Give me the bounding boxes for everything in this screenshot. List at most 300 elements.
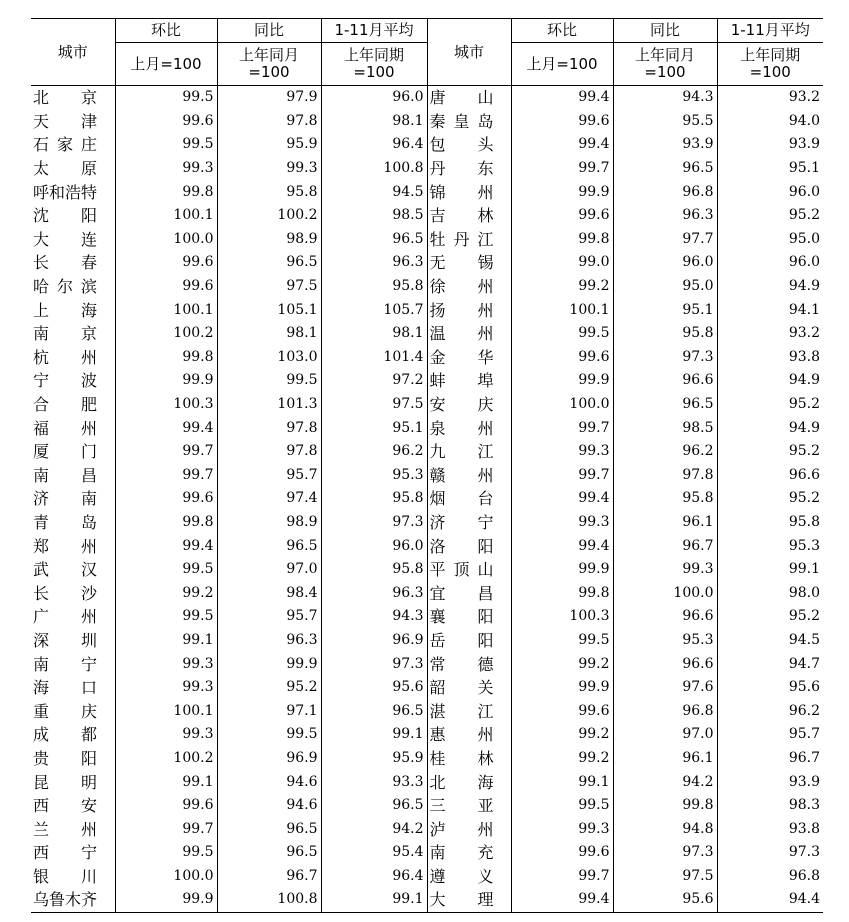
- mom-value-left: 99.5: [115, 841, 217, 865]
- yoy-value-left: 97.8: [217, 440, 321, 464]
- mom-value-left: 99.5: [115, 133, 217, 157]
- yoy-value-left: 96.7: [217, 865, 321, 889]
- city-name-text: 石 家 庄: [33, 135, 97, 155]
- city-name-left: [31, 204, 115, 228]
- yoy-value-left: 96.5: [217, 251, 321, 275]
- mom-value-left: 99.6: [115, 251, 217, 275]
- yoy-value-right: 97.5: [613, 865, 717, 889]
- yoy-value-right: 95.0: [613, 275, 717, 299]
- yoy-value-left: 97.0: [217, 558, 321, 582]
- table-row: [31, 416, 823, 440]
- yoy-value-right: 95.1: [613, 298, 717, 322]
- yoy-value-left: 99.3: [217, 157, 321, 181]
- mom-value-right: 99.8: [511, 228, 613, 252]
- table-body: [31, 86, 823, 913]
- yoy-value-left: 101.3: [217, 393, 321, 417]
- city-column-header-left: 城市: [31, 19, 115, 86]
- city-name-text: 长 沙: [33, 583, 97, 603]
- avg-value-right: 96.0: [717, 251, 823, 275]
- mom-value-left: 100.1: [115, 699, 217, 723]
- city-name-left: [31, 794, 115, 818]
- table-row: [31, 534, 823, 558]
- mom-value-left: 99.6: [115, 487, 217, 511]
- avg-value-left: 95.4: [321, 841, 427, 865]
- yoy-value-right: 96.0: [613, 251, 717, 275]
- city-name-text: 九 江: [429, 442, 494, 462]
- yoy-value-left: 94.6: [217, 794, 321, 818]
- mom-value-left: 99.4: [115, 416, 217, 440]
- avg-value-left: 96.5: [321, 794, 427, 818]
- table-row: [31, 322, 823, 346]
- mom-value-right: 99.6: [511, 699, 613, 723]
- city-name-left: [31, 180, 115, 204]
- city-name-text: 桂 林: [429, 748, 494, 768]
- yoy-value-right: 93.9: [613, 133, 717, 157]
- yoy-value-left: 98.1: [217, 322, 321, 346]
- city-name-text: 杭 州: [33, 347, 97, 367]
- yoy-value-left: 96.9: [217, 747, 321, 771]
- city-name-text: 遵 义: [429, 866, 494, 886]
- yoy-value-right: 95.6: [613, 888, 717, 912]
- city-name-text: 太 原: [33, 159, 97, 179]
- city-name-text: 合 肥: [33, 395, 97, 415]
- table-row: [31, 86, 823, 110]
- avg-value-left: 99.1: [321, 888, 427, 912]
- city-name-right: [427, 794, 511, 818]
- city-name-text: 金 华: [429, 347, 494, 367]
- city-name-text: 贵 阳: [33, 748, 97, 768]
- table-row: [31, 558, 823, 582]
- yoy-value-right: 97.3: [613, 841, 717, 865]
- avg-value-left: 96.4: [321, 133, 427, 157]
- yoy-value-right: 97.6: [613, 676, 717, 700]
- avg-value-right: 95.0: [717, 228, 823, 252]
- avg-value-right: 94.9: [717, 275, 823, 299]
- city-name-right: [427, 699, 511, 723]
- mom-value-left: 100.1: [115, 298, 217, 322]
- mom-value-left: 99.3: [115, 652, 217, 676]
- avg-value-left: 96.4: [321, 865, 427, 889]
- avg-value-left: 96.3: [321, 251, 427, 275]
- table-row: [31, 204, 823, 228]
- city-name-left: [31, 605, 115, 629]
- city-name-left: [31, 464, 115, 488]
- city-name-right: [427, 416, 511, 440]
- mom-value-left: 99.3: [115, 723, 217, 747]
- yoy-value-left: 99.5: [217, 369, 321, 393]
- city-name-left: [31, 629, 115, 653]
- avg-value-right: 96.6: [717, 464, 823, 488]
- mom-value-left: 99.8: [115, 180, 217, 204]
- mom-value-right: 99.4: [511, 86, 613, 110]
- mom-value-left: 100.3: [115, 393, 217, 417]
- table-row: [31, 747, 823, 771]
- mom-value-right: 99.9: [511, 676, 613, 700]
- city-name-right: [427, 464, 511, 488]
- avg-value-left: 95.1: [321, 416, 427, 440]
- mom-value-right: 99.3: [511, 440, 613, 464]
- mom-value-right: 99.7: [511, 416, 613, 440]
- table-row: [31, 699, 823, 723]
- city-name-text: 天 津: [33, 111, 97, 131]
- table-row: [31, 629, 823, 653]
- yoy-value-right: 99.8: [613, 794, 717, 818]
- city-name-text: 吉 林: [429, 206, 494, 226]
- table-row: [31, 581, 823, 605]
- yoy-value-right: 100.0: [613, 581, 717, 605]
- city-name-text: 长 春: [33, 253, 97, 273]
- yoy-value-left: 97.8: [217, 416, 321, 440]
- city-name-text: 湛 江: [429, 701, 494, 721]
- mom-value-left: 100.2: [115, 747, 217, 771]
- yoy-group-header-right: 同比: [613, 19, 717, 43]
- city-name-text: 常 德: [429, 654, 494, 674]
- mom-value-right: 100.3: [511, 605, 613, 629]
- city-name-text: 大 连: [33, 229, 97, 249]
- city-name-text: 济 南: [33, 489, 97, 509]
- yoy-value-right: 96.5: [613, 393, 717, 417]
- avg-value-left: 97.3: [321, 652, 427, 676]
- city-name-text: 三 亚: [429, 796, 494, 816]
- mom-value-left: 99.9: [115, 369, 217, 393]
- city-name-left: [31, 322, 115, 346]
- avg-value-right: 94.7: [717, 652, 823, 676]
- avg-value-left: 95.8: [321, 487, 427, 511]
- city-name-right: [427, 747, 511, 771]
- yoy-value-right: 96.6: [613, 369, 717, 393]
- avg-value-right: 96.2: [717, 699, 823, 723]
- yoy-value-right: 97.0: [613, 723, 717, 747]
- city-name-text: 上 海: [33, 300, 97, 320]
- avg-value-left: 93.3: [321, 770, 427, 794]
- city-name-left: [31, 110, 115, 134]
- city-price-index-table: [31, 18, 823, 913]
- yoy-value-right: 96.1: [613, 511, 717, 535]
- yoy-value-left: 95.2: [217, 676, 321, 700]
- avg-value-right: 95.1: [717, 157, 823, 181]
- yoy-value-right: 94.2: [613, 770, 717, 794]
- avg-value-left: 96.2: [321, 440, 427, 464]
- city-name-right: [427, 204, 511, 228]
- city-name-right: [427, 558, 511, 582]
- city-name-text: 兰 州: [33, 819, 97, 839]
- avg-value-right: 95.2: [717, 393, 823, 417]
- city-name-text: 青 岛: [33, 512, 97, 532]
- yoy-value-right: 94.8: [613, 817, 717, 841]
- yoy-value-left: 98.9: [217, 511, 321, 535]
- city-name-text: 洛 阳: [429, 536, 494, 556]
- mom-value-right: 99.2: [511, 275, 613, 299]
- mom-base-header-left: 上月=100: [115, 43, 217, 86]
- city-name-text: 烟 台: [429, 489, 494, 509]
- city-name-text: 惠 州: [429, 725, 494, 745]
- avg-value-right: 94.9: [717, 416, 823, 440]
- mom-value-left: 99.5: [115, 86, 217, 110]
- table-row: [31, 723, 823, 747]
- table-row: [31, 841, 823, 865]
- table-row: [31, 369, 823, 393]
- avg-value-left: 99.1: [321, 723, 427, 747]
- avg-value-left: 96.0: [321, 534, 427, 558]
- mom-group-header-right: 环比: [511, 19, 613, 43]
- mom-value-right: 99.2: [511, 723, 613, 747]
- avg-value-right: 93.8: [717, 817, 823, 841]
- city-name-text: 济 宁: [429, 512, 494, 532]
- mom-value-left: 99.6: [115, 275, 217, 299]
- avg-base-header-right: 上年同期 =100: [717, 43, 823, 86]
- city-name-left: [31, 699, 115, 723]
- city-name-left: [31, 888, 115, 912]
- city-name-text: 大 理: [429, 890, 494, 910]
- yoy-value-left: 95.9: [217, 133, 321, 157]
- yoy-value-left: 96.3: [217, 629, 321, 653]
- city-name-text: 重 庆: [33, 701, 97, 721]
- mom-value-right: 100.1: [511, 298, 613, 322]
- city-name-text: 无 锡: [429, 253, 494, 273]
- yoy-value-right: 97.7: [613, 228, 717, 252]
- city-name-text: 成 都: [33, 725, 97, 745]
- city-name-text: 海 口: [33, 678, 97, 698]
- avg-value-right: 95.3: [717, 534, 823, 558]
- city-name-left: [31, 841, 115, 865]
- yoy-value-right: 95.8: [613, 487, 717, 511]
- avg-value-left: 97.5: [321, 393, 427, 417]
- yoy-value-right: 96.7: [613, 534, 717, 558]
- avg-value-left: 95.9: [321, 747, 427, 771]
- avg-value-right: 98.3: [717, 794, 823, 818]
- avg-value-left: 94.2: [321, 817, 427, 841]
- city-name-text: 南 宁: [33, 654, 97, 674]
- mom-value-right: 99.7: [511, 157, 613, 181]
- city-name-left: [31, 747, 115, 771]
- avg-value-left: 98.5: [321, 204, 427, 228]
- mom-value-left: 99.5: [115, 605, 217, 629]
- yoy-value-right: 96.1: [613, 747, 717, 771]
- table-row: [31, 157, 823, 181]
- mom-value-left: 99.1: [115, 629, 217, 653]
- avg-value-right: 93.2: [717, 86, 823, 110]
- city-name-text: 乌鲁木齐: [33, 890, 98, 910]
- city-name-text: 蚌 埠: [429, 371, 494, 391]
- mom-value-right: 99.6: [511, 841, 613, 865]
- yoy-value-right: 95.3: [613, 629, 717, 653]
- city-name-text: 哈 尔 滨: [33, 277, 97, 297]
- mom-value-left: 99.7: [115, 817, 217, 841]
- city-name-left: [31, 534, 115, 558]
- avg-value-right: 98.0: [717, 581, 823, 605]
- city-name-text: 扬 州: [429, 300, 494, 320]
- yoy-value-right: 96.2: [613, 440, 717, 464]
- city-name-right: [427, 605, 511, 629]
- avg-value-left: 97.2: [321, 369, 427, 393]
- city-name-text: 郑 州: [33, 536, 97, 556]
- mom-group-header-left: 环比: [115, 19, 217, 43]
- yoy-base-header-right: 上年同月 =100: [613, 43, 717, 86]
- table-row: [31, 180, 823, 204]
- city-name-text: 赣 州: [429, 465, 494, 485]
- yoy-value-left: 95.8: [217, 180, 321, 204]
- table-row: [31, 440, 823, 464]
- city-name-text: 泉 州: [429, 418, 494, 438]
- city-name-text: 宁 波: [33, 371, 97, 391]
- mom-value-left: 99.6: [115, 110, 217, 134]
- avg-value-left: 95.8: [321, 275, 427, 299]
- avg-value-right: 96.8: [717, 865, 823, 889]
- city-name-right: [427, 629, 511, 653]
- city-name-right: [427, 86, 511, 110]
- avg-value-right: 94.0: [717, 110, 823, 134]
- yoy-value-left: 96.5: [217, 817, 321, 841]
- city-name-text: 昆 明: [33, 772, 97, 792]
- table-row: [31, 817, 823, 841]
- yoy-value-left: 97.8: [217, 110, 321, 134]
- table-row: [31, 228, 823, 252]
- yoy-value-left: 105.1: [217, 298, 321, 322]
- avg-value-right: 95.2: [717, 440, 823, 464]
- city-name-right: [427, 110, 511, 134]
- avg-value-right: 96.7: [717, 747, 823, 771]
- avg-value-right: 95.7: [717, 723, 823, 747]
- city-column-header-right: 城市: [427, 19, 511, 86]
- city-name-right: [427, 298, 511, 322]
- yoy-value-left: 94.6: [217, 770, 321, 794]
- yoy-value-right: 96.8: [613, 180, 717, 204]
- mom-value-left: 99.8: [115, 511, 217, 535]
- mom-value-right: 99.6: [511, 346, 613, 370]
- city-name-text: 西 宁: [33, 843, 97, 863]
- yoy-value-right: 95.8: [613, 322, 717, 346]
- city-name-left: [31, 157, 115, 181]
- table-header: [31, 19, 823, 86]
- city-name-left: [31, 133, 115, 157]
- avg-group-header-right: 1-11月平均: [717, 19, 823, 43]
- city-name-left: [31, 346, 115, 370]
- avg-value-right: 94.9: [717, 369, 823, 393]
- avg-value-right: 96.0: [717, 180, 823, 204]
- table-row: [31, 110, 823, 134]
- mom-value-right: 99.9: [511, 558, 613, 582]
- avg-value-left: 95.3: [321, 464, 427, 488]
- city-name-right: [427, 322, 511, 346]
- city-name-left: [31, 652, 115, 676]
- table-row: [31, 511, 823, 535]
- mom-value-right: 99.6: [511, 204, 613, 228]
- city-name-text: 福 州: [33, 418, 97, 438]
- city-name-right: [427, 346, 511, 370]
- city-name-left: [31, 275, 115, 299]
- city-name-text: 泸 州: [429, 819, 494, 839]
- yoy-value-left: 96.5: [217, 534, 321, 558]
- mom-value-left: 99.8: [115, 346, 217, 370]
- table-row: [31, 464, 823, 488]
- city-name-right: [427, 251, 511, 275]
- mom-value-left: 99.1: [115, 770, 217, 794]
- mom-value-right: 99.5: [511, 629, 613, 653]
- yoy-group-header-left: 同比: [217, 19, 321, 43]
- city-name-left: [31, 369, 115, 393]
- avg-value-right: 93.9: [717, 770, 823, 794]
- city-name-text: 牡 丹 江: [429, 229, 494, 249]
- yoy-value-left: 96.5: [217, 841, 321, 865]
- mom-value-right: 99.2: [511, 652, 613, 676]
- mom-value-left: 99.2: [115, 581, 217, 605]
- mom-value-right: 99.7: [511, 464, 613, 488]
- city-name-left: [31, 298, 115, 322]
- table-row: [31, 888, 823, 912]
- avg-value-left: 96.5: [321, 699, 427, 723]
- city-name-text: 丹 东: [429, 159, 494, 179]
- mom-value-left: 99.7: [115, 440, 217, 464]
- avg-value-right: 94.1: [717, 298, 823, 322]
- avg-value-right: 93.8: [717, 346, 823, 370]
- city-name-right: [427, 841, 511, 865]
- mom-value-left: 99.5: [115, 558, 217, 582]
- city-name-text: 安 庆: [429, 395, 494, 415]
- mom-value-right: 99.2: [511, 747, 613, 771]
- city-name-text: 包 头: [429, 135, 494, 155]
- avg-value-left: 95.6: [321, 676, 427, 700]
- mom-value-left: 100.0: [115, 865, 217, 889]
- yoy-value-right: 94.3: [613, 86, 717, 110]
- city-name-right: [427, 275, 511, 299]
- city-name-text: 唐 山: [429, 88, 494, 108]
- mom-value-right: 99.0: [511, 251, 613, 275]
- avg-value-left: 96.3: [321, 581, 427, 605]
- yoy-value-right: 99.3: [613, 558, 717, 582]
- mom-value-right: 99.4: [511, 133, 613, 157]
- city-name-text: 韶 关: [429, 678, 494, 698]
- mom-value-left: 99.4: [115, 534, 217, 558]
- avg-value-right: 95.2: [717, 204, 823, 228]
- table-row: [31, 251, 823, 275]
- city-name-right: [427, 157, 511, 181]
- city-name-left: [31, 865, 115, 889]
- avg-value-left: 98.1: [321, 322, 427, 346]
- city-name-text: 锦 州: [429, 182, 494, 202]
- city-name-text: 银 川: [33, 866, 97, 886]
- yoy-value-left: 97.4: [217, 487, 321, 511]
- avg-value-right: 95.6: [717, 676, 823, 700]
- mom-value-right: 99.4: [511, 888, 613, 912]
- avg-value-right: 93.2: [717, 322, 823, 346]
- mom-value-right: 99.1: [511, 770, 613, 794]
- yoy-value-left: 98.4: [217, 581, 321, 605]
- mom-value-right: 99.9: [511, 180, 613, 204]
- mom-value-left: 100.1: [115, 204, 217, 228]
- yoy-base-header-left: 上年同月 =100: [217, 43, 321, 86]
- city-name-left: [31, 487, 115, 511]
- city-name-text: 襄 阳: [429, 607, 494, 627]
- city-name-text: 厦 门: [33, 442, 97, 462]
- mom-value-right: 99.9: [511, 369, 613, 393]
- avg-value-left: 97.3: [321, 511, 427, 535]
- yoy-value-left: 97.9: [217, 86, 321, 110]
- table-row: [31, 770, 823, 794]
- mom-value-right: 99.4: [511, 487, 613, 511]
- city-name-text: 北 海: [429, 772, 494, 792]
- yoy-value-left: 103.0: [217, 346, 321, 370]
- avg-value-left: 95.8: [321, 558, 427, 582]
- city-name-left: [31, 228, 115, 252]
- city-name-text: 广 州: [33, 607, 97, 627]
- avg-value-right: 97.3: [717, 841, 823, 865]
- mom-value-left: 99.9: [115, 888, 217, 912]
- city-name-text: 岳 阳: [429, 630, 494, 650]
- mom-value-right: 99.4: [511, 534, 613, 558]
- city-name-left: [31, 251, 115, 275]
- yoy-value-right: 95.5: [613, 110, 717, 134]
- city-name-right: [427, 888, 511, 912]
